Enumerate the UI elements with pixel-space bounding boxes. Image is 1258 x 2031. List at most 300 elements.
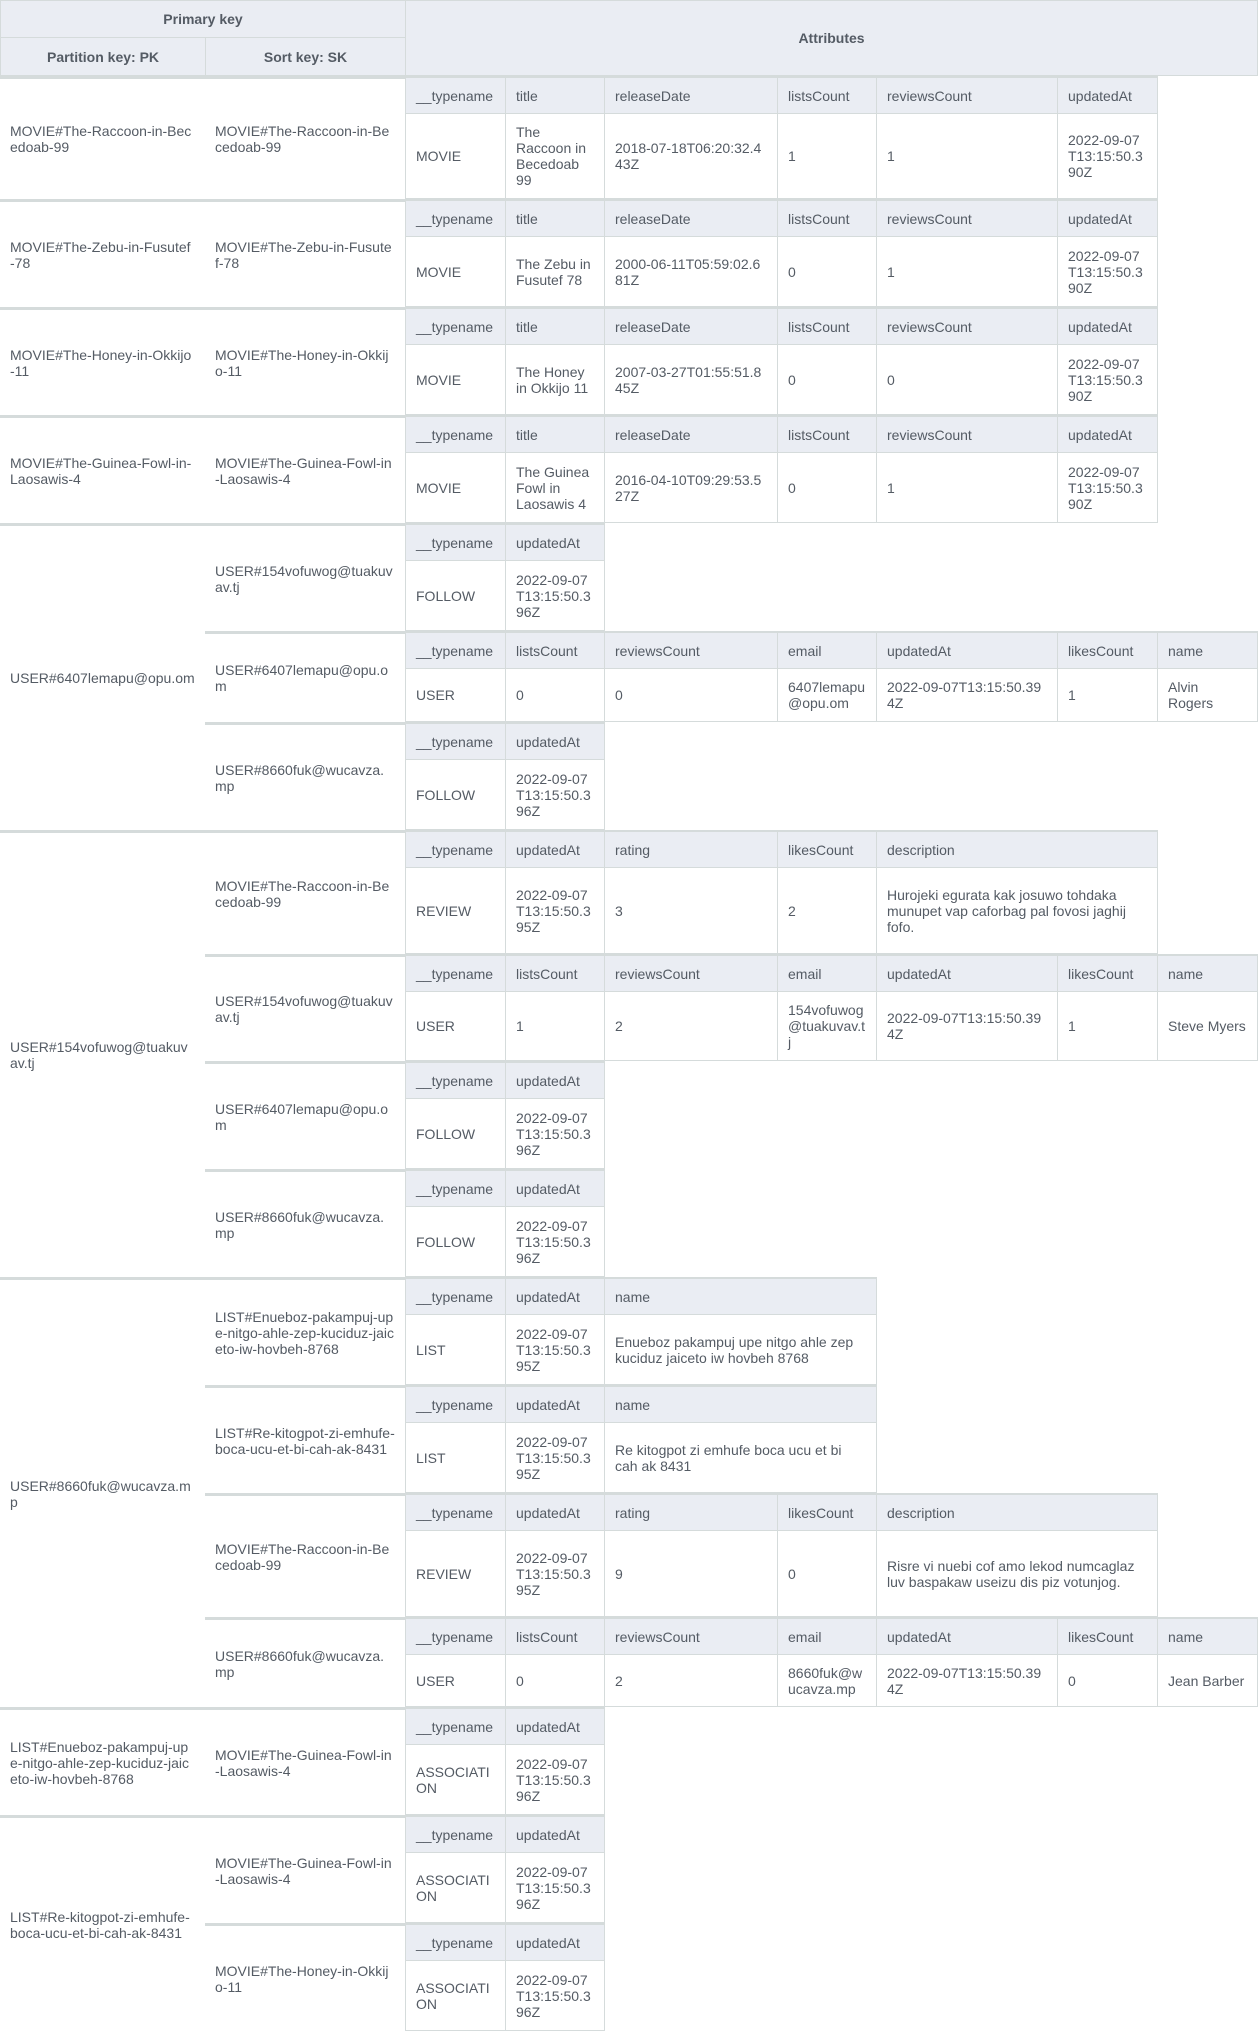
attribute-name-cell [406, 199, 506, 237]
attribute-name: __typename [416, 1826, 494, 1843]
attribute-name: updatedAt [516, 1072, 580, 1089]
sort-key-header: Sort key: SK [205, 37, 406, 76]
attribute-value: 2022-09-07T13:15:50.396Z [516, 571, 591, 620]
attribute-value-cell[interactable] [506, 669, 605, 722]
attribute-value-cell[interactable] [506, 1099, 605, 1169]
attribute-name-cell [605, 307, 778, 345]
attribute-name-cell [506, 1923, 605, 1961]
attribute-value-cell[interactable] [506, 1745, 605, 1815]
attribute-name: reviewsCount [887, 426, 972, 443]
attribute-name: __typename [416, 1180, 494, 1197]
attribute-value-cell[interactable] [778, 992, 877, 1061]
sort-key-cell[interactable] [205, 1815, 406, 1923]
attribute-name-cell [506, 954, 605, 992]
attribute-value: 2018-07-18T06:20:32.443Z [615, 140, 762, 172]
attribute-name-cell [605, 631, 778, 669]
attribute-name-cell [506, 1493, 605, 1531]
attribute-value-cell[interactable] [605, 1423, 877, 1493]
attribute-value: MOVIE [416, 148, 462, 164]
attribute-value: FOLLOW [416, 1125, 476, 1142]
attribute-value-cell[interactable] [877, 237, 1058, 307]
attribute-name-cell [877, 830, 1158, 868]
sort-key-cell[interactable] [205, 1707, 406, 1815]
attribute-name-cell [1058, 954, 1158, 992]
attribute-name: email [788, 642, 822, 659]
attribute-name-cell [406, 1061, 506, 1099]
attribute-name-cell [778, 1617, 877, 1655]
attribute-value-cell[interactable] [406, 1315, 506, 1385]
attribute-value-cell[interactable] [1058, 237, 1158, 307]
attribute-name-cell [506, 1815, 605, 1853]
attribute-name: name [1168, 642, 1204, 659]
sort-key-cell[interactable] [205, 1385, 406, 1493]
attribute-value-cell[interactable] [1058, 114, 1158, 199]
partition-key-cell[interactable] [0, 1707, 206, 1815]
attribute-name-cell [406, 415, 506, 453]
attribute-value-cell[interactable] [406, 868, 506, 954]
attribute-name-cell [877, 631, 1058, 669]
attribute-value-cell[interactable] [406, 345, 506, 415]
sort-key-value: MOVIE#The-Honey-in-Okkijo-11 [215, 346, 389, 379]
attributes-header: Attributes [405, 0, 1258, 76]
attribute-value: 0 [788, 371, 796, 388]
attribute-value-cell[interactable] [506, 992, 605, 1061]
attribute-name: updatedAt [516, 1180, 580, 1197]
attribute-name: updatedAt [516, 1396, 580, 1413]
attribute-value: 2000-06-11T05:59:02.681Z [615, 255, 761, 288]
attribute-name-cell [778, 954, 877, 992]
attribute-value-cell[interactable] [506, 1423, 605, 1493]
attribute-name: listsCount [516, 642, 578, 659]
attribute-value-cell[interactable] [506, 868, 605, 954]
attribute-name-cell [778, 631, 877, 669]
sort-key-cell[interactable] [205, 199, 406, 307]
attribute-value-cell[interactable] [506, 1531, 605, 1617]
sort-key-cell[interactable] [205, 1169, 406, 1277]
attribute-name-cell [1058, 631, 1158, 669]
sort-key-cell[interactable] [205, 1061, 406, 1169]
attribute-name: __typename [416, 1504, 494, 1521]
attribute-name-cell [406, 523, 506, 561]
attribute-name: updatedAt [887, 965, 951, 982]
attribute-name: title [516, 87, 538, 104]
attribute-value-cell[interactable] [778, 114, 877, 199]
attribute-value-cell[interactable] [778, 237, 877, 307]
sort-key-value: USER#6407lemapu@opu.om [215, 662, 388, 694]
attribute-name: listsCount [516, 1628, 578, 1645]
sort-key-cell[interactable] [205, 415, 406, 523]
sort-key-cell[interactable] [205, 1617, 406, 1707]
attribute-value: REVIEW [416, 1565, 472, 1582]
attribute-value: 2022-09-07T13:15:50.390Z [1068, 355, 1143, 404]
partition-key-cell[interactable] [0, 830, 206, 1277]
attribute-value: 0 [516, 687, 524, 703]
attribute-value-cell[interactable] [605, 1655, 778, 1707]
attribute-name: __typename [416, 1718, 494, 1735]
attribute-value: REVIEW [416, 902, 472, 919]
attribute-value-cell[interactable] [778, 868, 877, 954]
attribute-value-cell[interactable] [406, 1853, 506, 1923]
attribute-name: releaseDate [615, 426, 691, 443]
attribute-value: ASSOCIATION [416, 1871, 490, 1904]
attribute-name: updatedAt [1068, 87, 1132, 104]
sort-key-cell[interactable] [205, 1923, 406, 2031]
attribute-name-cell [605, 1385, 877, 1423]
attribute-name: releaseDate [615, 210, 691, 227]
attribute-value: 2022-09-07T13:15:50.396Z [516, 1109, 591, 1158]
partition-key-header: Partition key: PK [0, 37, 206, 76]
attribute-name: __typename [416, 642, 494, 659]
attribute-name-cell [506, 830, 605, 868]
attribute-value: 8660fuk@wucavza.mp [788, 1664, 863, 1697]
attribute-value: The Honey in Okkijo 11 [516, 363, 589, 396]
partition-key-value: MOVIE#The-Honey-in-Okkijo-11 [10, 346, 192, 379]
attribute-value: Jean Barber [1168, 1672, 1245, 1689]
partition-key-cell[interactable] [0, 523, 206, 830]
attribute-value: USER [416, 1672, 455, 1689]
sort-key-value: MOVIE#The-Raccoon-in-Becedoab-99 [215, 877, 390, 910]
attribute-value-cell[interactable] [605, 114, 778, 199]
attribute-value: Steve Myers [1168, 1018, 1246, 1034]
attribute-name-cell [406, 954, 506, 992]
attribute-name-cell [778, 307, 877, 345]
attribute-value-cell[interactable] [605, 1531, 778, 1617]
attribute-name: updatedAt [516, 841, 580, 858]
attribute-value-cell[interactable] [778, 1655, 877, 1707]
attribute-value-cell[interactable] [506, 1853, 605, 1923]
sort-key-value: MOVIE#The-Guinea-Fowl-in-Laosawis-4 [215, 1746, 392, 1779]
attribute-name: updatedAt [516, 1504, 580, 1521]
attribute-name-cell [1058, 199, 1158, 237]
attribute-value-cell[interactable] [406, 992, 506, 1061]
attribute-name: rating [615, 841, 651, 858]
attribute-value: 2022-09-07T13:15:50.395Z [516, 1325, 591, 1374]
attribute-value-cell[interactable] [877, 992, 1058, 1061]
attribute-value: 2022-09-07T13:15:50.390Z [1068, 247, 1143, 296]
attribute-name: listsCount [788, 318, 850, 335]
attribute-name: __typename [416, 1072, 494, 1089]
sort-key-cell[interactable] [205, 1493, 406, 1617]
attribute-value: 0 [887, 371, 895, 388]
attribute-name-cell [605, 1493, 778, 1531]
attribute-name: name [1168, 1628, 1204, 1645]
attribute-value-cell[interactable] [406, 1423, 506, 1493]
sort-key-value: USER#6407lemapu@opu.om [215, 1100, 388, 1133]
attribute-name: __typename [416, 534, 494, 551]
attribute-value: LIST [416, 1449, 446, 1466]
attribute-name: name [615, 1396, 651, 1413]
attribute-name: name [615, 1288, 651, 1305]
attribute-value-cell[interactable] [506, 345, 605, 415]
attribute-value: 1 [1068, 1018, 1076, 1034]
attribute-name: title [516, 210, 538, 227]
sort-key-cell[interactable] [205, 1277, 406, 1385]
attribute-value: 1 [1068, 687, 1076, 703]
attribute-name-cell [506, 631, 605, 669]
attribute-name: reviewsCount [615, 642, 700, 659]
attribute-name: description [887, 1504, 955, 1521]
attribute-name: likesCount [788, 1504, 854, 1521]
attribute-name: listsCount [788, 210, 850, 227]
sort-key-cell[interactable] [205, 523, 406, 631]
attribute-value-cell[interactable] [1058, 345, 1158, 415]
attribute-name-cell [506, 1385, 605, 1423]
attribute-name-cell [506, 1169, 605, 1207]
attribute-name: updatedAt [516, 1718, 580, 1735]
attribute-name: releaseDate [615, 318, 691, 335]
attribute-name: updatedAt [516, 1826, 580, 1843]
attribute-value-cell[interactable] [406, 1207, 506, 1277]
attribute-value-cell[interactable] [605, 669, 778, 722]
attribute-name-cell [506, 722, 605, 760]
attribute-value-cell[interactable] [506, 1655, 605, 1707]
attribute-name-cell [605, 830, 778, 868]
attribute-value-cell[interactable] [406, 1531, 506, 1617]
partition-key-cell[interactable] [0, 199, 206, 307]
attribute-value-cell[interactable] [1058, 453, 1158, 523]
attribute-value: Re kitogpot zi emhufe boca ucu et bi cah ak 8431 [615, 1441, 842, 1474]
attribute-name: releaseDate [615, 87, 691, 104]
attribute-value: 2022-09-07T13:15:50.394Z [887, 1010, 1042, 1042]
sort-key-value: MOVIE#The-Raccoon-in-Becedoab-99 [215, 123, 390, 155]
attribute-value-cell[interactable] [877, 114, 1058, 199]
attribute-name-cell [506, 1707, 605, 1745]
sort-key-value: USER#154vofuwog@tuakuvav.tj [215, 993, 393, 1025]
attribute-value-cell[interactable] [406, 760, 506, 830]
attribute-name-cell [406, 830, 506, 868]
attribute-name: reviewsCount [615, 965, 700, 982]
attribute-name: updatedAt [516, 733, 580, 750]
attribute-value: 2022-09-07T13:15:50.395Z [516, 1433, 591, 1482]
attribute-name: listsCount [516, 965, 578, 982]
attribute-value-cell[interactable] [1058, 992, 1158, 1061]
attribute-value-cell[interactable] [605, 868, 778, 954]
attribute-name-cell [506, 1061, 605, 1099]
attribute-name-cell [877, 415, 1058, 453]
attribute-value-cell[interactable] [1158, 1655, 1258, 1707]
attribute-value: FOLLOW [416, 587, 476, 604]
attribute-value: 0 [1068, 1672, 1076, 1689]
sort-key-value: USER#8660fuk@wucavza.mp [215, 1647, 385, 1680]
sort-key-cell[interactable] [205, 631, 406, 722]
attribute-name: updatedAt [516, 534, 580, 551]
attribute-name: updatedAt [1068, 318, 1132, 335]
attribute-value-cell[interactable] [506, 760, 605, 830]
attribute-name-cell [506, 307, 605, 345]
attribute-name-cell [1058, 1617, 1158, 1655]
attribute-value: Alvin Rogers [1168, 679, 1214, 711]
attribute-value-cell[interactable] [877, 345, 1058, 415]
attribute-value-cell[interactable] [605, 1315, 877, 1385]
attribute-value-cell[interactable] [877, 669, 1058, 722]
attribute-value-cell[interactable] [406, 669, 506, 722]
attribute-value-cell[interactable] [506, 237, 605, 307]
attribute-name-cell [1158, 954, 1258, 992]
attribute-value: ASSOCIATION [416, 1979, 490, 2012]
partition-key-value: USER#6407lemapu@opu.om [10, 670, 195, 686]
attribute-value-cell[interactable] [506, 453, 605, 523]
attribute-value: 0 [788, 263, 796, 280]
attribute-name-cell [406, 1277, 506, 1315]
attribute-name: __typename [416, 1396, 494, 1413]
attribute-value-cell[interactable] [506, 1207, 605, 1277]
sort-key-value: USER#8660fuk@wucavza.mp [215, 761, 385, 794]
attribute-value-cell[interactable] [506, 114, 605, 199]
attribute-value-cell[interactable] [406, 114, 506, 199]
sort-key-cell[interactable] [205, 954, 406, 1061]
attribute-value-cell[interactable] [1058, 669, 1158, 722]
attribute-value: 2022-09-07T13:15:50.396Z [516, 1217, 591, 1266]
attribute-value: 3 [615, 902, 623, 919]
attribute-name-cell [778, 830, 877, 868]
attribute-name-cell [605, 1617, 778, 1655]
attribute-value: 2 [615, 1018, 623, 1034]
attribute-name-cell [506, 415, 605, 453]
attribute-name: __typename [416, 733, 494, 750]
attribute-name-cell [778, 199, 877, 237]
attribute-value-cell[interactable] [406, 453, 506, 523]
attribute-name: likesCount [788, 841, 854, 858]
attribute-name: listsCount [788, 87, 850, 104]
attribute-value-cell[interactable] [877, 1655, 1058, 1707]
attribute-name: email [788, 1628, 822, 1645]
sort-key-value: MOVIE#The-Honey-in-Okkijo-11 [215, 1962, 389, 1995]
attribute-name-cell [406, 1493, 506, 1531]
attribute-value: LIST [416, 1341, 446, 1358]
attribute-name-cell [406, 1617, 506, 1655]
attribute-name: name [1168, 965, 1204, 982]
attribute-value: 0 [788, 1565, 796, 1582]
partition-key-cell[interactable] [0, 307, 206, 415]
attribute-name-cell [605, 76, 778, 114]
sort-key-value: USER#8660fuk@wucavza.mp [215, 1208, 385, 1241]
attribute-name: reviewsCount [887, 318, 972, 335]
partition-key-cell[interactable] [0, 1277, 206, 1707]
attribute-name-cell [406, 307, 506, 345]
attribute-value-cell[interactable] [406, 1961, 506, 2031]
attribute-value-cell[interactable] [877, 868, 1158, 954]
primary-key-header: Primary key [0, 0, 406, 38]
attribute-name-cell [406, 1169, 506, 1207]
attribute-value: 9 [615, 1565, 623, 1582]
attribute-value-cell[interactable] [778, 453, 877, 523]
attribute-name: __typename [416, 841, 494, 858]
attribute-value: MOVIE [416, 263, 462, 280]
attribute-value-cell[interactable] [778, 669, 877, 722]
attribute-value: 2 [615, 1672, 623, 1689]
partition-key-value: MOVIE#The-Raccoon-in-Becedoab-99 [10, 123, 192, 155]
attribute-name: updatedAt [887, 642, 951, 659]
attribute-value-cell[interactable] [506, 561, 605, 631]
attribute-name: __typename [416, 87, 494, 104]
attribute-name-cell [778, 1493, 877, 1531]
attribute-value-cell[interactable] [1158, 992, 1258, 1061]
partition-key-value: MOVIE#The-Guinea-Fowl-in-Laosawis-4 [10, 454, 192, 487]
partition-key-value: MOVIE#The-Zebu-in-Fusutef-78 [10, 238, 191, 271]
attribute-name: description [887, 841, 955, 858]
attribute-value: 2022-09-07T13:15:50.394Z [887, 1664, 1042, 1697]
attribute-name: __typename [416, 1288, 494, 1305]
attribute-name-cell [877, 954, 1058, 992]
attribute-value-cell[interactable] [605, 453, 778, 523]
attribute-value-cell[interactable] [605, 992, 778, 1061]
attribute-name: likesCount [1068, 965, 1134, 982]
attribute-name-cell [877, 199, 1058, 237]
attribute-value-cell[interactable] [605, 345, 778, 415]
attribute-value-cell[interactable] [406, 1655, 506, 1707]
partition-key-cell[interactable] [0, 1815, 206, 2031]
attribute-name: likesCount [1068, 1628, 1134, 1645]
attribute-name: __typename [416, 1628, 494, 1645]
partition-key-cell[interactable] [0, 415, 206, 523]
partition-key-value: USER#154vofuwog@tuakuvav.tj [10, 1039, 188, 1071]
attribute-value: 2 [788, 902, 796, 919]
attribute-value-cell[interactable] [605, 237, 778, 307]
attribute-value: 2022-09-07T13:15:50.394Z [887, 679, 1042, 711]
partition-key-cell[interactable] [0, 76, 206, 199]
sort-key-cell[interactable] [205, 830, 406, 954]
attribute-value: FOLLOW [416, 1233, 476, 1250]
attribute-value: 2022-09-07T13:15:50.395Z [516, 1549, 591, 1598]
attribute-value: 6407lemapu@opu.om [788, 679, 866, 711]
attribute-value: 1 [788, 148, 796, 164]
attribute-name: rating [615, 1504, 651, 1521]
attribute-value-cell[interactable] [778, 1531, 877, 1617]
attribute-value-cell[interactable] [406, 237, 506, 307]
attribute-name-cell [877, 76, 1058, 114]
attribute-value: 2016-04-10T09:29:53.527Z [615, 471, 762, 504]
attribute-name: updatedAt [516, 1934, 580, 1951]
attribute-name: title [516, 318, 538, 335]
attribute-name-cell [877, 1617, 1058, 1655]
attribute-value-cell[interactable] [406, 1099, 506, 1169]
attribute-name-cell [406, 722, 506, 760]
partition-key-value: USER#8660fuk@wucavza.mp [10, 1477, 191, 1510]
attribute-value-cell[interactable] [1158, 669, 1258, 722]
attribute-name: reviewsCount [887, 87, 972, 104]
attribute-name: __typename [416, 318, 494, 335]
attribute-name-cell [605, 199, 778, 237]
attribute-value: 2022-09-07T13:15:50.396Z [516, 1863, 591, 1912]
attribute-name: likesCount [1068, 642, 1134, 659]
attribute-name-cell [778, 415, 877, 453]
attribute-name: __typename [416, 1934, 494, 1951]
attribute-value-cell[interactable] [406, 561, 506, 631]
sort-key-value: LIST#Enueboz-pakampuj-upe-nitgo-ahle-zep-kuciduz-jaiceto-iw-hovbeh-8768 [215, 1308, 394, 1357]
attribute-value-cell[interactable] [406, 1745, 506, 1815]
attribute-value-cell[interactable] [877, 1531, 1158, 1617]
attribute-value: 2022-09-07T13:15:50.396Z [516, 770, 591, 819]
attribute-value: MOVIE [416, 479, 462, 496]
attribute-value-cell[interactable] [506, 1961, 605, 2031]
sort-key-cell[interactable] [205, 722, 406, 830]
attribute-name-cell [605, 1277, 877, 1315]
attribute-name-cell [406, 631, 506, 669]
attribute-value-cell[interactable] [1058, 1655, 1158, 1707]
attribute-value-cell[interactable] [778, 345, 877, 415]
attribute-value-cell[interactable] [506, 1315, 605, 1385]
attribute-name-cell [506, 1617, 605, 1655]
attribute-value-cell[interactable] [877, 453, 1058, 523]
attribute-value: 2022-09-07T13:15:50.396Z [516, 1971, 591, 2020]
attribute-value: 1 [516, 1018, 524, 1034]
attribute-name-cell [406, 76, 506, 114]
sort-key-cell[interactable] [205, 307, 406, 415]
attribute-name-cell [506, 523, 605, 561]
attribute-name: reviewsCount [615, 1628, 700, 1645]
sort-key-cell[interactable] [205, 76, 406, 199]
sort-key-value: USER#154vofuwog@tuakuvav.tj [215, 562, 393, 595]
